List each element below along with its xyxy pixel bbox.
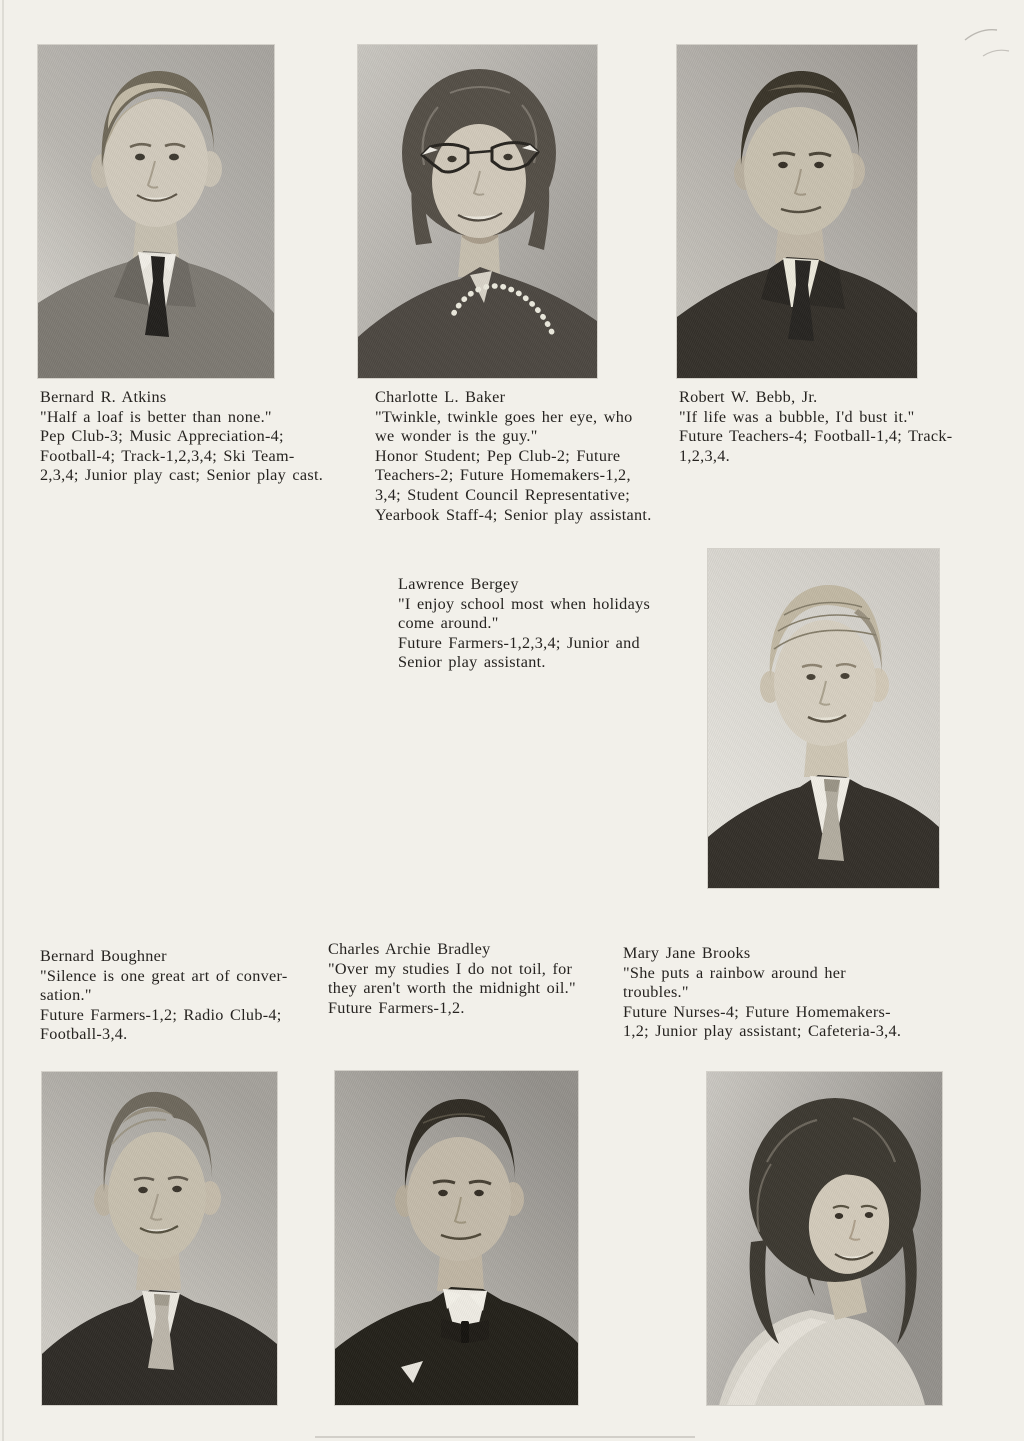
- pencil-marks: [935, 18, 1015, 63]
- caption-charles-bradley: [328, 940, 620, 1018]
- student-activities-line: Senior play assistant.: [398, 653, 546, 672]
- portrait-lawrence-bergey: [708, 549, 939, 888]
- student-name: Bernard R. Atkins: [40, 388, 167, 406]
- student-name: Charles Archie Bradley: [328, 940, 491, 958]
- student-quote-line: "If life was a bubble, I'd bust it.": [679, 407, 915, 426]
- student-activities-line: Yearbook Staff-4; Senior play assistant.: [375, 505, 652, 524]
- scan-bottom-line: [315, 1436, 695, 1438]
- student-activities-line: 3,4; Student Council Representative;: [375, 485, 631, 504]
- student-activities-line: Future Teachers-4; Football-1,4; Track-: [679, 427, 953, 446]
- portrait-robert-bebb: [677, 45, 917, 378]
- student-activities-line: Football-4; Track-1,2,3,4; Ski Team-: [40, 446, 295, 465]
- caption-charlotte-baker: [375, 388, 691, 525]
- student-quote-line: "Twinkle, twinkle goes her eye, who: [375, 407, 633, 426]
- student-quote-line: "Over my studies I do not toil, for: [328, 959, 573, 978]
- student-quote-line: we wonder is the guy.": [375, 427, 538, 446]
- portrait-bernard-atkins: [38, 45, 274, 378]
- student-activities-line: 1,2,3,4.: [679, 446, 730, 465]
- student-quote-line: sation.": [40, 986, 92, 1005]
- student-activities-line: Teachers-2; Future Homemakers-1,2,: [375, 466, 631, 485]
- caption-bernard-atkins: [40, 388, 376, 486]
- student-activities-line: Honor Student; Pep Club-2; Future: [375, 446, 621, 465]
- student-activities-line: Future Farmers-1,2; Radio Club-4;: [40, 1005, 282, 1024]
- student-quote-line: "Silence is one great art of conver-: [40, 966, 288, 985]
- student-activities-line: Future Nurses-4; Future Homemakers-: [623, 1002, 891, 1021]
- student-activities-line: 1,2; Junior play assistant; Cafeteria-3,4.: [623, 1022, 902, 1041]
- student-quote-line: "Half a loaf is better than none.": [40, 407, 272, 426]
- portrait-charles-bradley: [335, 1071, 578, 1405]
- student-name: Lawrence Bergey: [398, 575, 519, 593]
- student-activities-line: Football-3,4.: [40, 1025, 128, 1044]
- student-name: Robert W. Bebb, Jr.: [679, 388, 818, 406]
- student-activities-line: 2,3,4; Junior play cast; Senior play cast.: [40, 466, 324, 485]
- caption-bernard-boughner: [40, 947, 340, 1045]
- portrait-mary-brooks: [707, 1072, 942, 1405]
- student-quote-line: come around.": [398, 614, 499, 633]
- student-quote-line: they aren't worth the midnight oil.": [328, 979, 576, 998]
- student-activities-line: Pep Club-3; Music Appreciation-4;: [40, 427, 284, 446]
- student-quote-line: "She puts a rainbow around her: [623, 963, 846, 982]
- caption-mary-brooks: [623, 944, 963, 1042]
- caption-lawrence-bergey: [398, 575, 698, 673]
- portrait-charlotte-baker: [358, 45, 597, 378]
- portrait-bernard-boughner: [42, 1072, 277, 1405]
- student-activities-line: Future Farmers-1,2,3,4; Junior and: [398, 633, 640, 652]
- student-quote-line: "I enjoy school most when holidays: [398, 594, 651, 613]
- student-name: Bernard Boughner: [40, 947, 167, 965]
- student-quote-line: troubles.": [623, 983, 689, 1002]
- scan-edge-line: [2, 0, 4, 1441]
- caption-robert-bebb: [679, 388, 1013, 466]
- student-activities-line: Future Farmers-1,2.: [328, 998, 465, 1017]
- student-name: Mary Jane Brooks: [623, 944, 751, 962]
- student-name: Charlotte L. Baker: [375, 388, 506, 406]
